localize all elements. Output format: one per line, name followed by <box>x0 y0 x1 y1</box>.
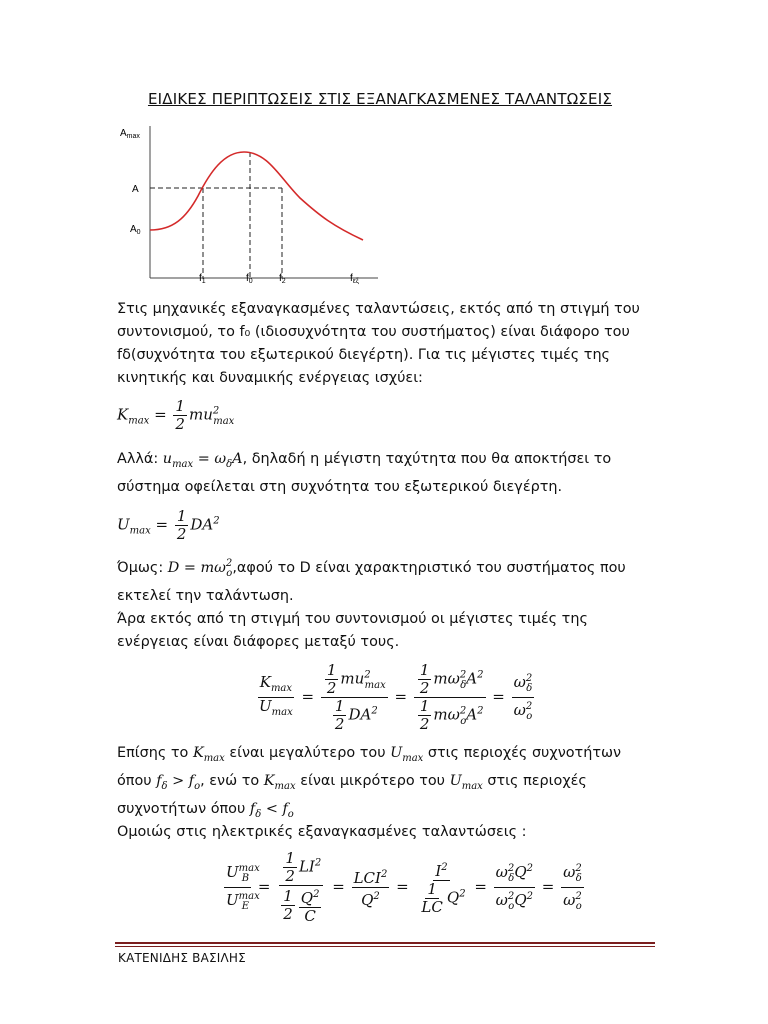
fex-label: $f_{\varepsilon\xi}$ <box>350 273 360 285</box>
page-title: ΕΙΔΙΚΕΣ ΠΕΡΙΠΤΩΣΕΙΣ ΣΤΙΣ ΕΞΑΝΑΓΚΑΣΜΕΝΕΣ ΤΑΛΑΝΤΩΣΕΙΣ <box>147 90 613 108</box>
footer-rule <box>115 942 655 944</box>
amax-label: $A_{max}$ <box>120 128 140 140</box>
resonance-graph <box>120 118 388 288</box>
paragraph-velocity: Αλλά: $u_{max} = \omega_\delta A$, δηλαδή η μέγιστη ταχύτητα που θα αποκτήσει το σύστημα οφείλεται στη συχνότητα του εξωτερικού διεγέρτη. <box>117 451 612 495</box>
paragraph-electrical: Ομοιώς στις ηλεκτρικές εξαναγκασμένες ταλαντώσεις : <box>117 824 527 840</box>
paragraph-intro: Στις μηχανικές εξαναγκασμένες ταλαντώσεις, εκτός από τη στιγμή του συντονισμού, το f₀ (ιδιοσυχνότητα του συστήματος) είναι διάφορο του fδ(συχνότητα του εξωτερικού διεγέρτη). Για τις μέγιστες τιμές της κινητικής και δυναμικής ενέργειας ισχύει: <box>117 301 640 386</box>
kmax-equation: $K_{max}$ = $\frac{1}{2}$ $mu^2_{max}$ <box>117 397 235 433</box>
a0-label: $A_0$ <box>130 224 141 236</box>
f1-label: $f_1$ <box>199 273 206 285</box>
a-label: A <box>132 184 139 195</box>
f0-label: $f_0$ <box>246 273 253 285</box>
paragraph-comparison: Επίσης το $K_{max}$ είναι μεγαλύτερο του $U_{max}$ στις περιοχές συχνοτήτων όπου $f_\delta > f_o$, ενώ το $K_{max}$ είναι μικρότερο του $U_{max}$ στις περιοχές συχνοτήτων όπου $f_\delta < f_o$ <box>117 745 622 820</box>
electrical-equation: $\frac{U^{max}_B}{U^{max}_E}$ = $\frac{1}{2}$ $LI^2$ $\frac{1}{2}$ $\frac{Q^2}{C}$ = $\frac{LCI^2}{Q^2}$ = $I^2$ $\frac{1}{LC}$ $Q^2$ = $\frac{\omega^2_\delta Q^2}{\omega^2_oQ^2}$ = $\frac{\omega^2_\delta}{\omega^2_o}$ <box>226 849 582 925</box>
f2-label: $f_2$ <box>279 273 286 285</box>
ratio-equation: $\frac{K_{max}}{U_{max}}$ = $\frac{1}{2}$ $mu^2_{max}$ $\frac{1}{2}$ $DA^2$ = $\frac{1}{2}$ $m\omega^2_\delta A^2$ $\frac{1}{2}$ $m\omega^2_oA^2$ = $\frac{\omega^2_\delta}{\omega^2_o}$ <box>259 661 533 733</box>
paragraph-conclusion: Άρα εκτός από τη στιγμή του συντονισμού οι μέγιστες τιμές της ενέργειας είναι διάφορες μεταξύ τους. <box>117 611 588 650</box>
paragraph-constant: Όμως: $D = m\omega^2_o,\alpha\varphi oύ$ το D είναι χαρακτηριστικό του συστήματος που εκτελεί την ταλάντωση. <box>117 558 626 604</box>
umax-equation: $U_{max}$ = $\frac{1}{2}$ $DA^2$ <box>117 507 220 543</box>
footer-rule-thin <box>115 946 655 947</box>
footer-author: ΚΑΤΕΝΙΔΗΣ ΒΑΣΙΛΗΣ <box>118 951 246 965</box>
amplitude-curve <box>150 152 363 240</box>
